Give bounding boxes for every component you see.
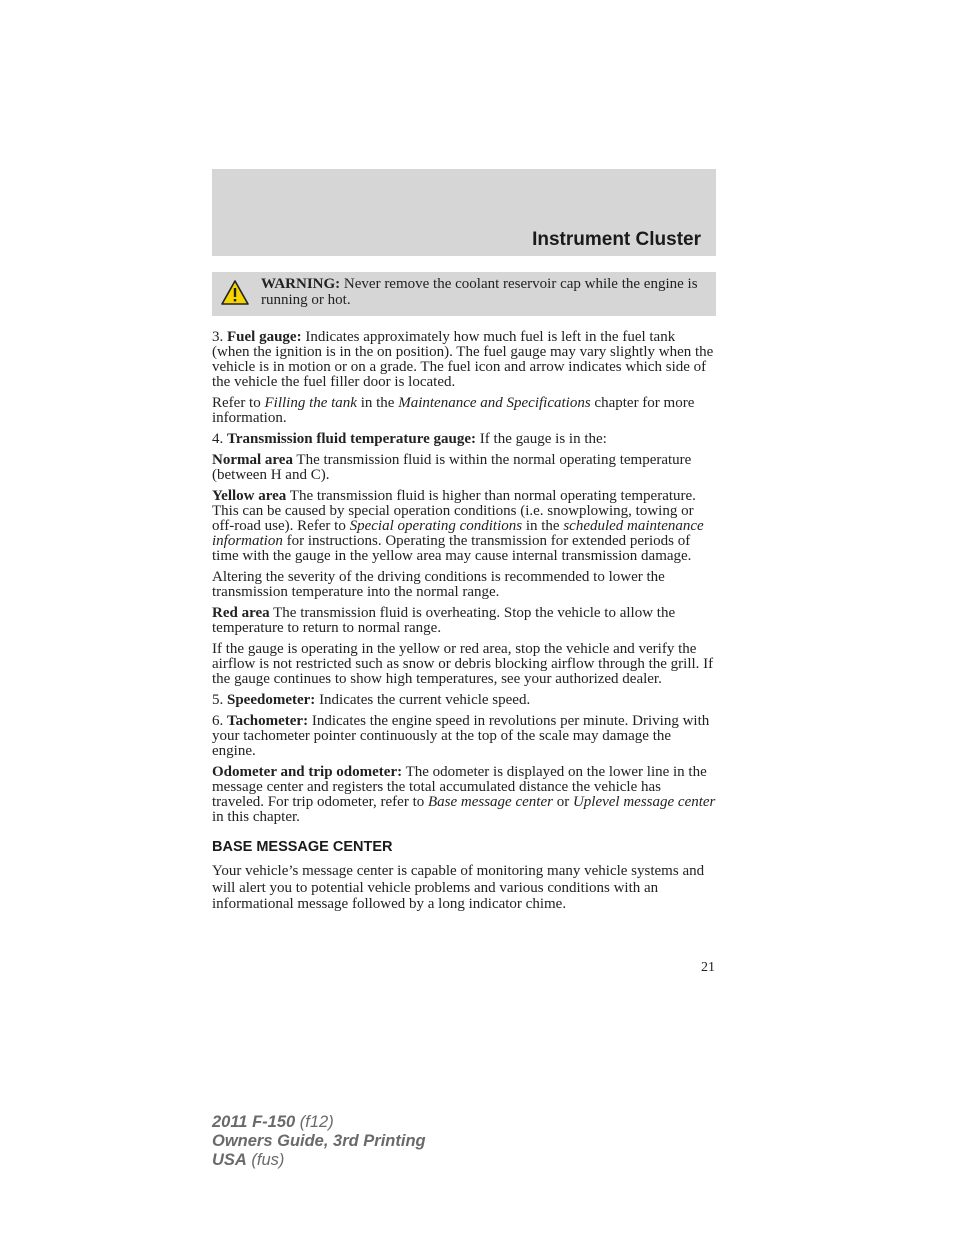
text-speedometer: Indicates the current vehicle speed.: [315, 692, 531, 708]
term-yellow-area: Yellow area: [212, 488, 287, 504]
ref-filling-the-tank: Filling the tank: [264, 395, 357, 411]
item-number: 4.: [212, 431, 227, 447]
footer-line-3: [212, 1151, 426, 1170]
footer-model: 2011 F-150: [212, 1113, 296, 1131]
term-normal-area: Normal area: [212, 452, 293, 468]
warning-triangle-icon: [220, 279, 250, 306]
text-transmission-gauge: If the gauge is in the:: [476, 431, 607, 447]
text-yellow-area-1: The transmission fluid is higher than normal operating temperature. This can be caused by special operation conditions (i.e. snowplowing, towing or off-road use). Refer to: [212, 488, 696, 534]
paragraph-normal-area: [212, 453, 716, 483]
text-odometer-1: The odometer is displayed on the lower line in the message center and registers the total accumulated distance the vehicle has traveled. For trip odometer, refer to: [212, 764, 707, 810]
term-transmission-gauge: Transmission fluid temperature gauge:: [227, 431, 477, 447]
paragraph-odometer: [212, 765, 716, 825]
ref-uplevel-message-center: Uplevel message center: [572, 794, 716, 810]
header-band: [212, 169, 716, 256]
text-yellow-area-mid: in the: [522, 518, 564, 534]
warning-body: Never remove the coolant reservoir cap while the engine is running or hot.: [261, 276, 698, 308]
term-tachometer: Tachometer:: [227, 713, 309, 729]
ref-scheduled-maintenance: scheduled maintenance information: [212, 518, 704, 549]
footer-line-1: [212, 1113, 426, 1132]
footer: [212, 1113, 426, 1170]
ref-base-message-center: Base message center: [427, 794, 553, 810]
term-red-area: Red area: [212, 605, 270, 621]
paragraph-transmission-gauge: [212, 432, 716, 447]
paragraph-refer: [212, 396, 716, 426]
footer-region: USA: [212, 1151, 247, 1169]
page-content: [212, 330, 716, 919]
text-normal-area: The transmission fluid is within the normal operating temperature (between H and C).: [212, 452, 692, 483]
footer-region-code: (fus): [246, 1151, 285, 1169]
section-heading: BASE MESSAGE CENTER: [212, 839, 393, 855]
ref-maintenance-specifications: Maintenance and Specifications: [398, 395, 591, 411]
text-refer-pre: Refer to: [212, 395, 265, 411]
text-odometer-2: in this chapter.: [212, 809, 300, 825]
paragraph-altering: Altering the severity of the driving conditions is recommended to lower the transmission temperature into the normal range.: [212, 569, 665, 600]
chapter-title: Instrument Cluster: [532, 229, 701, 250]
paragraph-speedometer: [212, 693, 716, 708]
text-yellow-area-2: for instructions. Operating the transmission for extended periods of time with the gauge in the yellow area may cause internal transmission damage.: [212, 533, 692, 564]
text-odometer-mid: or: [552, 794, 573, 810]
paragraph-yellow-area: [212, 489, 716, 564]
warning-box: [212, 272, 716, 316]
term-fuel-gauge: Fuel gauge:: [227, 329, 302, 345]
ref-special-operating-conditions: Special operating conditions: [349, 518, 523, 534]
footer-line-2: [212, 1132, 426, 1151]
item-number: 5.: [212, 692, 227, 708]
footer-model-code: (f12): [295, 1113, 334, 1131]
footer-guide: Owners Guide, 3rd Printing: [212, 1132, 426, 1150]
paragraph-message-center: Your vehicle’s message center is capable of monitoring many vehicle systems and will alert you to potential vehicle problems and various conditions with an informational message followed by a long indicator chime.: [212, 863, 705, 912]
page-number: 21: [701, 960, 715, 975]
paragraph-if-gauge: If the gauge is operating in the yellow or red area, stop the vehicle and verify the airflow is not restricted such as snow or debris blocking airflow through the grill. If the gauge continues to show high temperatures, see your authorized dealer.: [212, 641, 714, 687]
text-tachometer: Indicates the engine speed in revolutions per minute. Driving with your tachometer pointer continuously at the top of the scale may damage the engine.: [212, 713, 710, 759]
text-fuel-gauge: Indicates approximately how much fuel is left in the fuel tank (when the ignition is in the on position). The fuel gauge may vary slightly when the vehicle is in motion or on a grade. The fuel icon and arrow indicates which side of the vehicle the fuel filler door is located.: [212, 329, 714, 390]
warning-label: WARNING:: [261, 276, 341, 292]
warning-text: [261, 276, 709, 308]
text-refer-mid: in the: [356, 395, 399, 411]
paragraph-red-area: [212, 606, 716, 636]
term-odometer: Odometer and trip odometer:: [212, 764, 403, 780]
item-number: 6.: [212, 713, 227, 729]
paragraph-fuel-gauge: [212, 330, 716, 390]
text-refer-post: chapter for more information.: [212, 395, 695, 426]
paragraph-tachometer: [212, 714, 716, 759]
term-speedometer: Speedometer:: [227, 692, 316, 708]
text-red-area: The transmission fluid is overheating. Stop the vehicle to allow the temperature to return to normal range.: [212, 605, 676, 636]
item-number: 3.: [212, 329, 227, 345]
